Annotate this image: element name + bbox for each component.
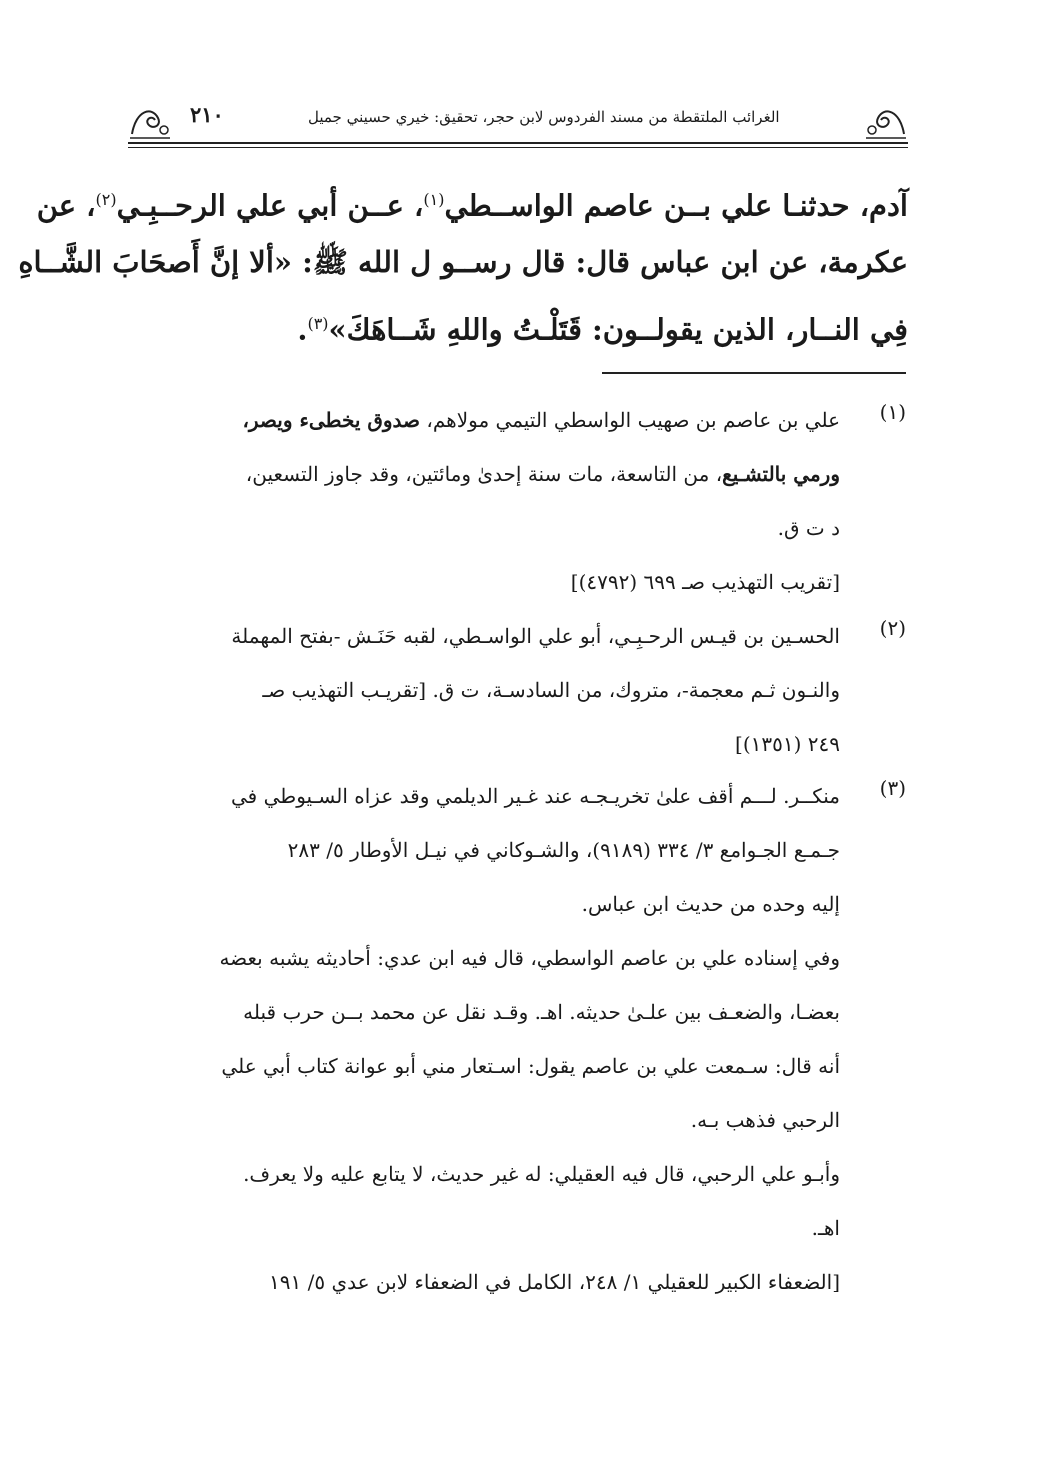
footnote-line: الحسـين بن قيـس الرحـبِـي، أبو علي الواسـطي، لقبه حَنَـش -بفتح المهملة: [231, 624, 840, 648]
footnote-2: [128, 616, 908, 778]
running-header: [128, 96, 908, 150]
main-text: [18, 172, 908, 358]
ornament-left-icon: [128, 100, 172, 140]
main-line-3: فِي النــار، الذين يقولــون: قَتَلْـتُ واللهِ شَــاهَكَ»$^{(٣)}$.: [297, 312, 908, 347]
main-line-1: آدم، حدثنـا علي بــن عاصم الواســطي$^{(١)}$، عــن أبي علي الرحــبِـي$^{(٢)}$، عن: [36, 188, 908, 223]
footnote-line: جـمـع الجـوامع ٣/ ٣٣٤ (٩١٨٩)، والشـوكاني في نيـل الأوطار ٥/ ٢٨٣: [287, 838, 840, 862]
footnote-line: أنه قال: سـمعت علي بن عاصم يقول: اسـتعار مني أبو عوانة كتاب أبي علي: [221, 1054, 840, 1078]
footnote-ref-1: (١): [423, 190, 445, 209]
footnote-number: (٣): [879, 776, 906, 800]
footnote-3: [128, 776, 908, 1336]
page-number: ٢١٠: [190, 102, 224, 127]
footnote-ref-3: (٣): [307, 314, 329, 333]
footnote-line: إليه وحده من حديث ابن عباس.: [581, 892, 840, 916]
footnote-line: والنـون ثـم معجمة-، متروك، من السادسـة، ت ق. [تقريـب التهذيب صـ: [262, 678, 840, 702]
footnote-line: د ت ق.: [777, 516, 840, 540]
footnote-line: ورمي بالتشـيع، من التاسعة، مات سنة إحدىٰ ومائتين، وقد جاوز التسعين،: [245, 462, 840, 486]
footnote-line: علي بن عاصم بن صهيب الواسطي التيمي مولاهم، صدوق يخطىء ويصر،: [242, 408, 840, 432]
footnote-ref-2: (٢): [95, 190, 117, 209]
footnote-line: وأبـو علي الرحبي، قال فيه العقيلي: له غير حديث، لا يتابع عليه ولا يعرف.: [243, 1162, 840, 1186]
footnote-separator: [602, 372, 906, 374]
ornament-right-icon: [864, 100, 908, 140]
header-rule: [128, 142, 908, 144]
footnote-line: اهـ.: [811, 1216, 840, 1240]
footnote-1: [128, 400, 908, 616]
header-rule-thin: [128, 147, 908, 148]
footnote-line: بعضـا، والضعـف بين علـىٰ حديثه. اهـ. وقـد نقل عن محمد بــن حرب قبله: [243, 1000, 840, 1024]
footnote-line: منكــر. لـــم أقف علىٰ تخريـجـه عند غـير الديلمي وقد عزاه السـيوطي في: [231, 784, 840, 808]
footnote-number: (١): [879, 400, 906, 424]
footnote-line: ٢٤٩ (١٣٥١)]: [735, 732, 840, 756]
header-title: الغرائب الملتقطة من مسند الفردوس لابن حجر، تحقيق: خيري حسيني جميل: [308, 108, 780, 126]
footnote-line: [الضعفاء الكبير للعقيلي ١/ ٢٤٨، الكامل في الضعفاء لابن عدي ٥/ ١٩١: [269, 1270, 840, 1294]
footnote-line: [تقريب التهذيب صـ ٦٩٩ (٤٧٩٢)]: [570, 570, 840, 594]
main-line-2: عكرمة، عن ابن عباس قال: قال رســو ل الله ﷺ: «ألا إنَّ أَصحَابَ الشَّــاهِ: [18, 245, 908, 279]
footnote-number: (٢): [879, 616, 906, 640]
footnote-line: وفي إسناده علي بن عاصم الواسطي، قال فيه ابن عدي: أحاديثه يشبه بعضه: [219, 946, 840, 970]
footnote-line: الرحبي فذهب بـه.: [690, 1108, 840, 1132]
